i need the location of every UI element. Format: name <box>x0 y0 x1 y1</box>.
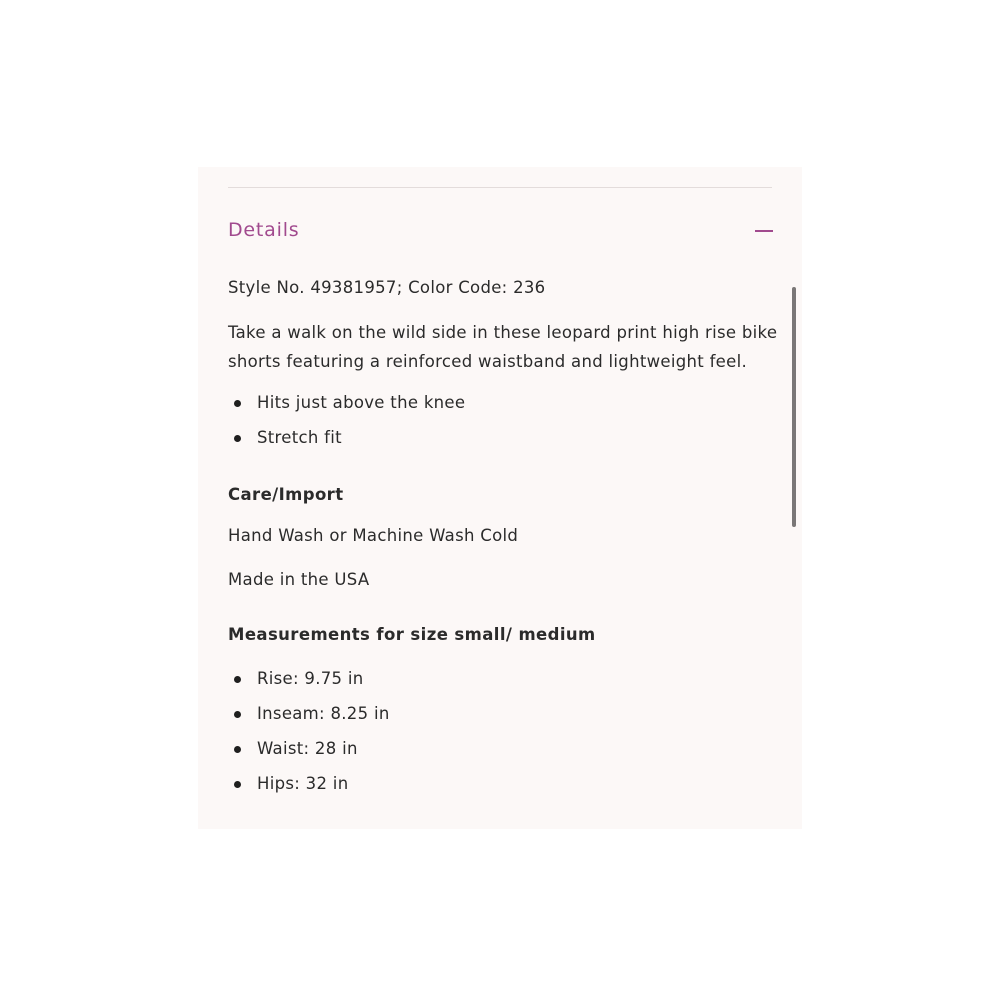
care-origin: Made in the USA <box>228 570 370 589</box>
list-item <box>228 772 778 807</box>
details-content <box>228 276 778 807</box>
list-item <box>228 667 778 702</box>
feature-text: Hits just above the knee <box>257 393 466 412</box>
care-wash: Hand Wash or Machine Wash Cold <box>228 526 519 545</box>
bullet-icon <box>234 711 241 718</box>
measurements-heading: Measurements for size small/ medium <box>228 625 596 644</box>
bullet-icon <box>234 400 241 407</box>
measurements-list <box>228 667 778 807</box>
list-item <box>228 391 778 426</box>
care-heading: Care/Import <box>228 485 344 504</box>
style-number: Style No. 49381957; Color Code: 236 <box>228 278 546 297</box>
minus-icon[interactable] <box>755 230 773 232</box>
bullet-icon <box>234 676 241 683</box>
measurement-text: Rise: 9.75 in <box>257 669 364 688</box>
product-description: Take a walk on the wild side in these leopard print high rise bike shorts featuring a reinforced waistband and lightweight feel. <box>228 323 778 371</box>
scrollbar[interactable] <box>792 287 797 527</box>
measurement-text: Hips: 32 in <box>257 774 349 793</box>
list-item <box>228 426 778 461</box>
bullet-icon <box>234 435 241 442</box>
feature-text: Stretch fit <box>257 428 342 447</box>
measurement-text: Inseam: 8.25 in <box>257 704 390 723</box>
measurement-text: Waist: 28 in <box>257 739 358 758</box>
list-item <box>228 702 778 737</box>
product-details-panel <box>198 167 802 829</box>
scrollbar-thumb[interactable] <box>792 287 796 527</box>
bullet-icon <box>234 781 241 788</box>
details-section-title[interactable]: Details <box>228 219 300 241</box>
list-item <box>228 737 778 772</box>
section-divider <box>228 187 772 188</box>
feature-list <box>228 391 778 461</box>
bullet-icon <box>234 746 241 753</box>
